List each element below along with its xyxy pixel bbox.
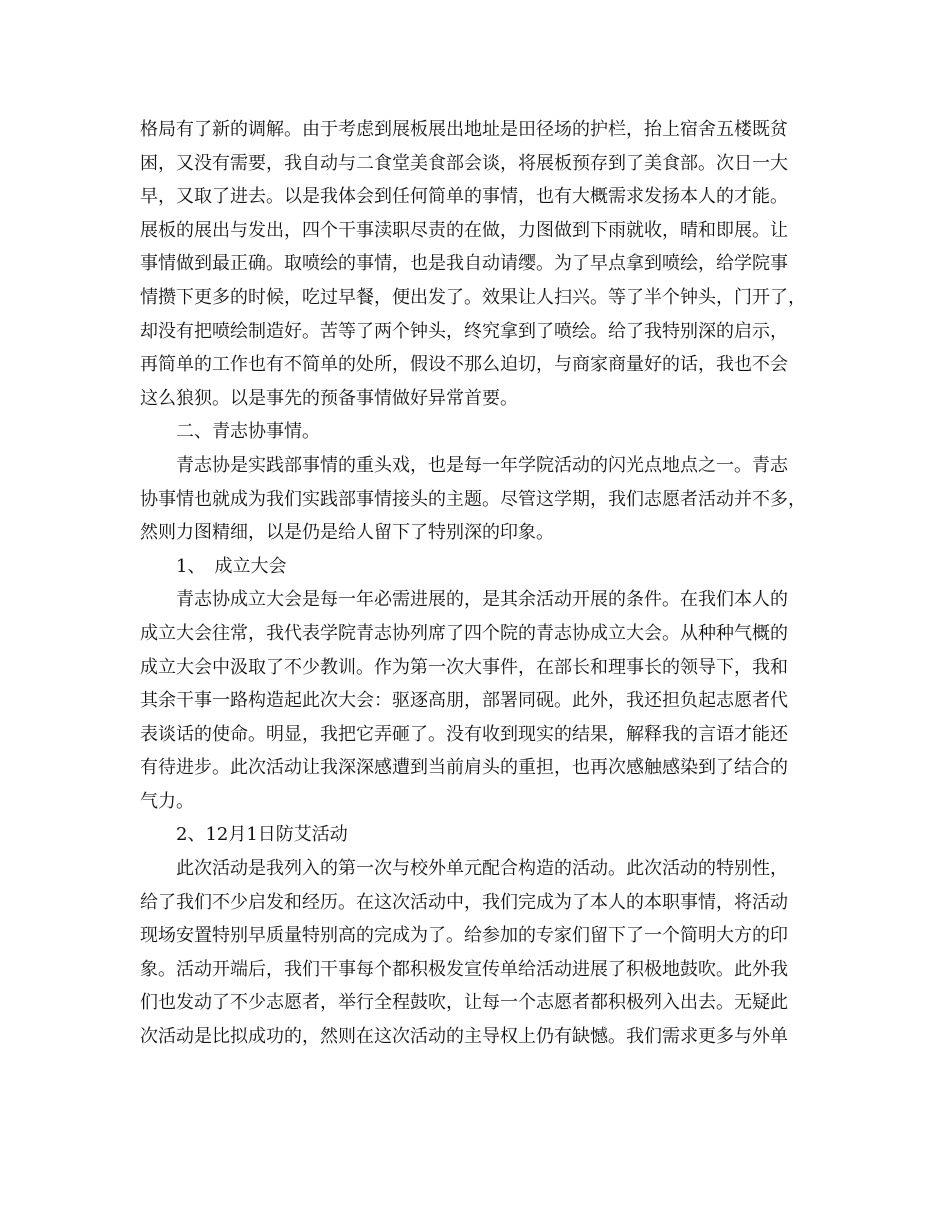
text-line: 早，又取了进去。以是我体会到任何简单的事情，也有大概需求发扬本人的才能。: [140, 186, 788, 208]
text-line: 其余干事一路构造起此次大会：驱逐高朋，部署同砚。此外，我还担负起志愿者代: [140, 690, 788, 712]
text-line: 再简单的工作也有不简单的处所，假设不那么迫切，与商家商量好的话，我也不会: [140, 354, 788, 376]
text-line: 然则力图精细，以是仍是给人留下了特别深的印象。: [140, 522, 554, 544]
text-line: 成立大会往常，我代表学院青志协列席了四个院的青志协成立大会。从种种气概的: [140, 622, 788, 644]
text-line: 气力。: [140, 790, 194, 812]
text-line: 成立大会中汲取了不少教训。作为第一次大事件，在部长和理事长的领导下，我和: [140, 656, 788, 678]
text-line: 此次活动是我列入的第一次与校外单元配合构造的活动。此次活动的特别性，: [176, 858, 788, 880]
text-line: 格局有了新的调解。由于考虑到展板展出地址是田径场的护栏，抬上宿舍五楼既贫: [140, 119, 788, 140]
text-line: 有待进步。此次活动让我深深感遭到当前肩头的重担，也再次感触感染到了结合的: [140, 757, 788, 779]
text-line: 次活动是比拟成功的，然则在这次活动的主导权上仍有缺憾。我们需求更多与外单: [140, 1026, 788, 1048]
text-line: 情攒下更多的时候，吃过早餐，便出发了。效果让人扫兴。等了半个钟头，门开了，: [140, 286, 806, 308]
text-line: 2、12月1日防艾活动: [176, 824, 348, 846]
text-line: 展板的展出与发出，四个干事渎职尽责的在做，力图做到下雨就收，晴和即展。让: [140, 219, 788, 241]
text-line: 困，又没有需要，我自动与二食堂美食部会谈，将展板预存到了美食部。次日一大: [140, 152, 788, 174]
text-line: 二、青志协事情。: [176, 421, 320, 443]
text-line: 给了我们不少启发和经历。在这次活动中，我们完成为了本人的本职事情，将活动: [140, 891, 788, 913]
text-line: 青志协是实践部事情的重头戏，也是每一年学院活动的闪光点地点之一。青志: [176, 454, 788, 476]
text-line: 事情做到最正确。取喷绘的事情，也是我自动请缨。为了早点拿到喷绘，给学院事: [140, 253, 788, 275]
text-line: 却没有把喷绘制造好。苦等了两个钟头，终究拿到了喷绘。给了我特别深的启示，: [140, 320, 788, 342]
text-line: 这么狼狈。以是事先的预备事情做好异常首要。: [140, 387, 518, 409]
text-line: 表谈话的使命。明显，我把它弄砸了。没有收到现实的结果，解释我的言语才能还: [140, 723, 788, 745]
text-line: 青志协成立大会是每一年必需进展的，是其余活动开展的条件。在我们本人的: [176, 589, 788, 611]
text-line: 象。活动开端后，我们干事每个都积极发宣传单给活动进展了积极地鼓吹。此外我: [140, 958, 788, 980]
text-line: 现场安置特别早质量特别高的完成为了。给参加的专家们留下了一个简明大方的印: [140, 925, 788, 947]
document-body: [140, 113, 810, 1054]
text-line: 协事情也就成为我们实践部事情接头的主题。尽管这学期，我们志愿者活动并不多，: [140, 488, 806, 510]
text-line: 们也发动了不少志愿者，举行全程鼓吹，让每一个志愿者都积极列入出去。无疑此: [140, 992, 788, 1014]
text-line: 1、 成立大会: [176, 555, 287, 577]
